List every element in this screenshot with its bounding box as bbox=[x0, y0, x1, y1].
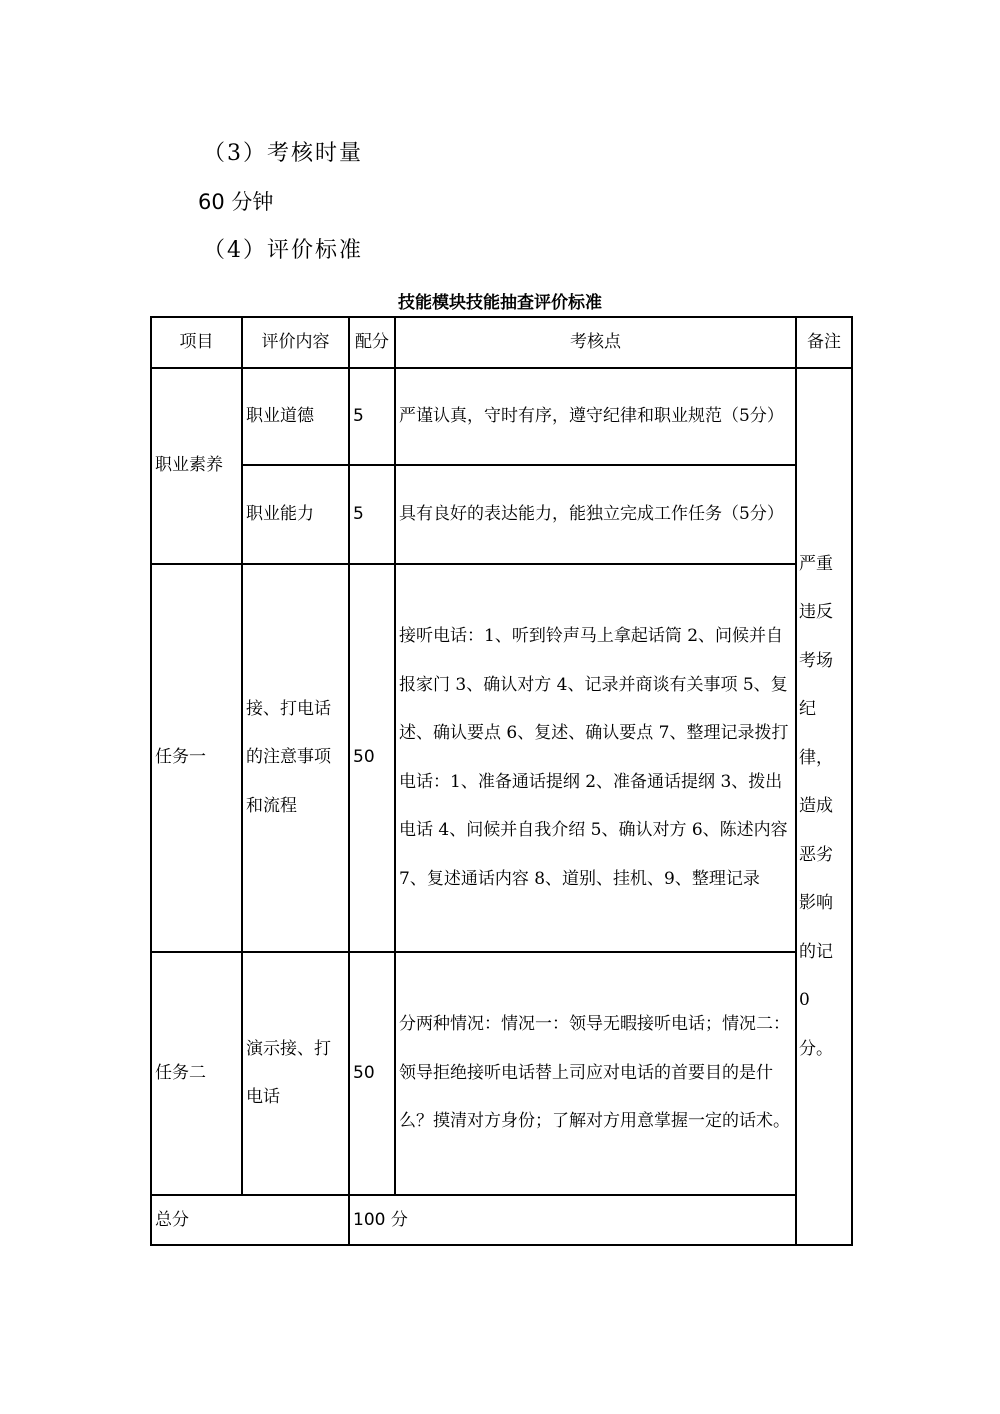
score-ethics: 5 bbox=[349, 368, 395, 465]
remark-cell: 严重违反考场纪律，造成恶劣影响的记 0 分。 bbox=[796, 368, 852, 1246]
table-row bbox=[151, 465, 852, 564]
content-task2: 演示接、打电话 bbox=[242, 952, 349, 1195]
points-task1: 接听电话：1、听到铃声马上拿起话筒 2、问候并自报家门 3、确认对方 4、记录并商谈有关事项 5、复述、确认要点 6、复述、确认要点 7、整理记录拨打电话：1、准备通话提纲 2、准备通话提纲 3、拨出电话 4、问候并自我介绍 5、确认对方 6、陈述内容 7、复述通话内容 8、道别、挂机、9、整理记录 bbox=[395, 564, 796, 952]
score-ability: 5 bbox=[349, 465, 395, 564]
item-professional: 职业素养 bbox=[151, 368, 242, 564]
section-4-heading: （4）评价标准 bbox=[203, 238, 363, 263]
table-row bbox=[151, 952, 852, 1195]
total-value: 100 分 bbox=[349, 1195, 852, 1246]
content-ability: 职业能力 bbox=[242, 465, 349, 564]
header-item: 项目 bbox=[151, 317, 242, 368]
score-task1: 50 bbox=[349, 564, 395, 952]
total-label: 总分 bbox=[151, 1195, 349, 1246]
table-row bbox=[151, 368, 852, 465]
points-ethics: 严谨认真，守时有序，遵守纪律和职业规范（5分） bbox=[395, 368, 796, 465]
content-task1: 接、打电话的注意事项和流程 bbox=[242, 564, 349, 952]
table-total-row bbox=[151, 1195, 852, 1246]
header-remark: 备注 bbox=[796, 317, 852, 368]
score-task2: 50 bbox=[349, 952, 395, 1195]
item-task1: 任务一 bbox=[151, 564, 242, 952]
table-title: 技能模块技能抽查评价标准 bbox=[398, 293, 602, 313]
points-task2: 分两种情况：情况一：领导无暇接听电话；情况二：领导拒绝接听电话替上司应对电话的首要目的是什么？摸清对方身份；了解对方用意掌握一定的话术。 bbox=[395, 952, 796, 1195]
content-ethics: 职业道德 bbox=[242, 368, 349, 465]
exam-duration: 60 分钟 bbox=[198, 190, 274, 214]
table-row bbox=[151, 564, 852, 952]
header-content: 评价内容 bbox=[242, 317, 349, 368]
section-3-heading: （3）考核时量 bbox=[203, 141, 363, 166]
item-task2: 任务二 bbox=[151, 952, 242, 1195]
points-ability: 具有良好的表达能力，能独立完成工作任务（5分） bbox=[395, 465, 796, 564]
header-score: 配分 bbox=[349, 317, 395, 368]
table-header-row bbox=[151, 317, 852, 368]
header-points: 考核点 bbox=[395, 317, 796, 368]
evaluation-table bbox=[150, 316, 853, 1246]
